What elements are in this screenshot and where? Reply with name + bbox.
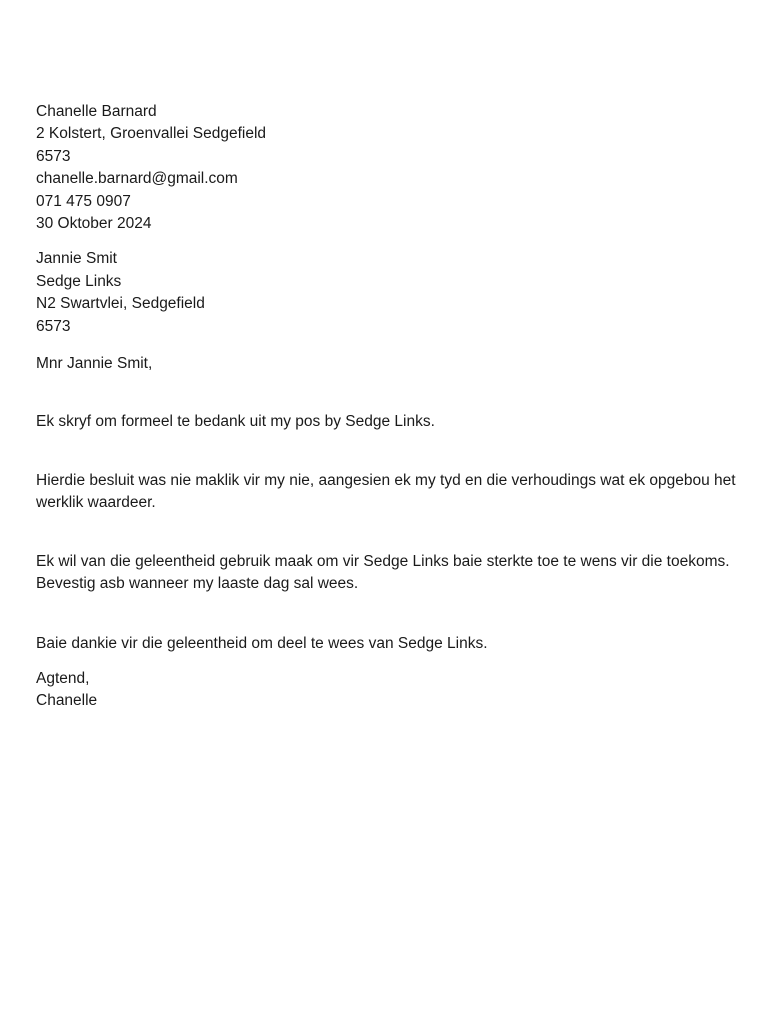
recipient-block (36, 248, 736, 338)
sender-name: Chanelle Barnard (36, 103, 157, 120)
sender-phone: 071 475 0907 (36, 192, 131, 210)
sender-block (36, 101, 736, 235)
recipient-name: Jannie Smit (36, 250, 117, 268)
letter-date: 30 Oktober 2024 (36, 215, 152, 233)
body-paragraph-1: Ek skryf om formeel te bedank uit my pos by Sedge Links. (36, 413, 435, 431)
closing-block (36, 668, 736, 713)
signature-name: Chanelle (36, 692, 98, 710)
body-paragraph-4: Baie dankie vir die geleentheid om deel te wees van Sedge Links. (36, 634, 488, 652)
body-paragraph-3: Ek wil van die geleentheid gebruik maak om vir Sedge Links baie sterkte toe te wens vir die toekoms. Bevestig asb wanneer my laaste dag sal wees. (36, 552, 730, 593)
sender-postal-code: 6573 (36, 147, 71, 165)
letter-page (36, 101, 736, 713)
recipient-company: Sedge Links (36, 272, 122, 290)
sender-email: chanelle.barnard@gmail.com (36, 170, 238, 188)
body-paragraph-2: Hierdie besluit was nie maklik vir my nie, aangesien ek my tyd en die verhoudings wat ek opgebou het werklik waardeer. (36, 471, 736, 512)
recipient-address: N2 Swartvlei, Sedgefield (36, 295, 205, 313)
sender-address: 2 Kolstert, Groenvallei Sedgefield (36, 125, 267, 143)
recipient-postal-code: 6573 (36, 317, 71, 335)
salutation: Mnr Jannie Smit, (36, 355, 153, 373)
sign-off: Agtend, (36, 669, 90, 687)
